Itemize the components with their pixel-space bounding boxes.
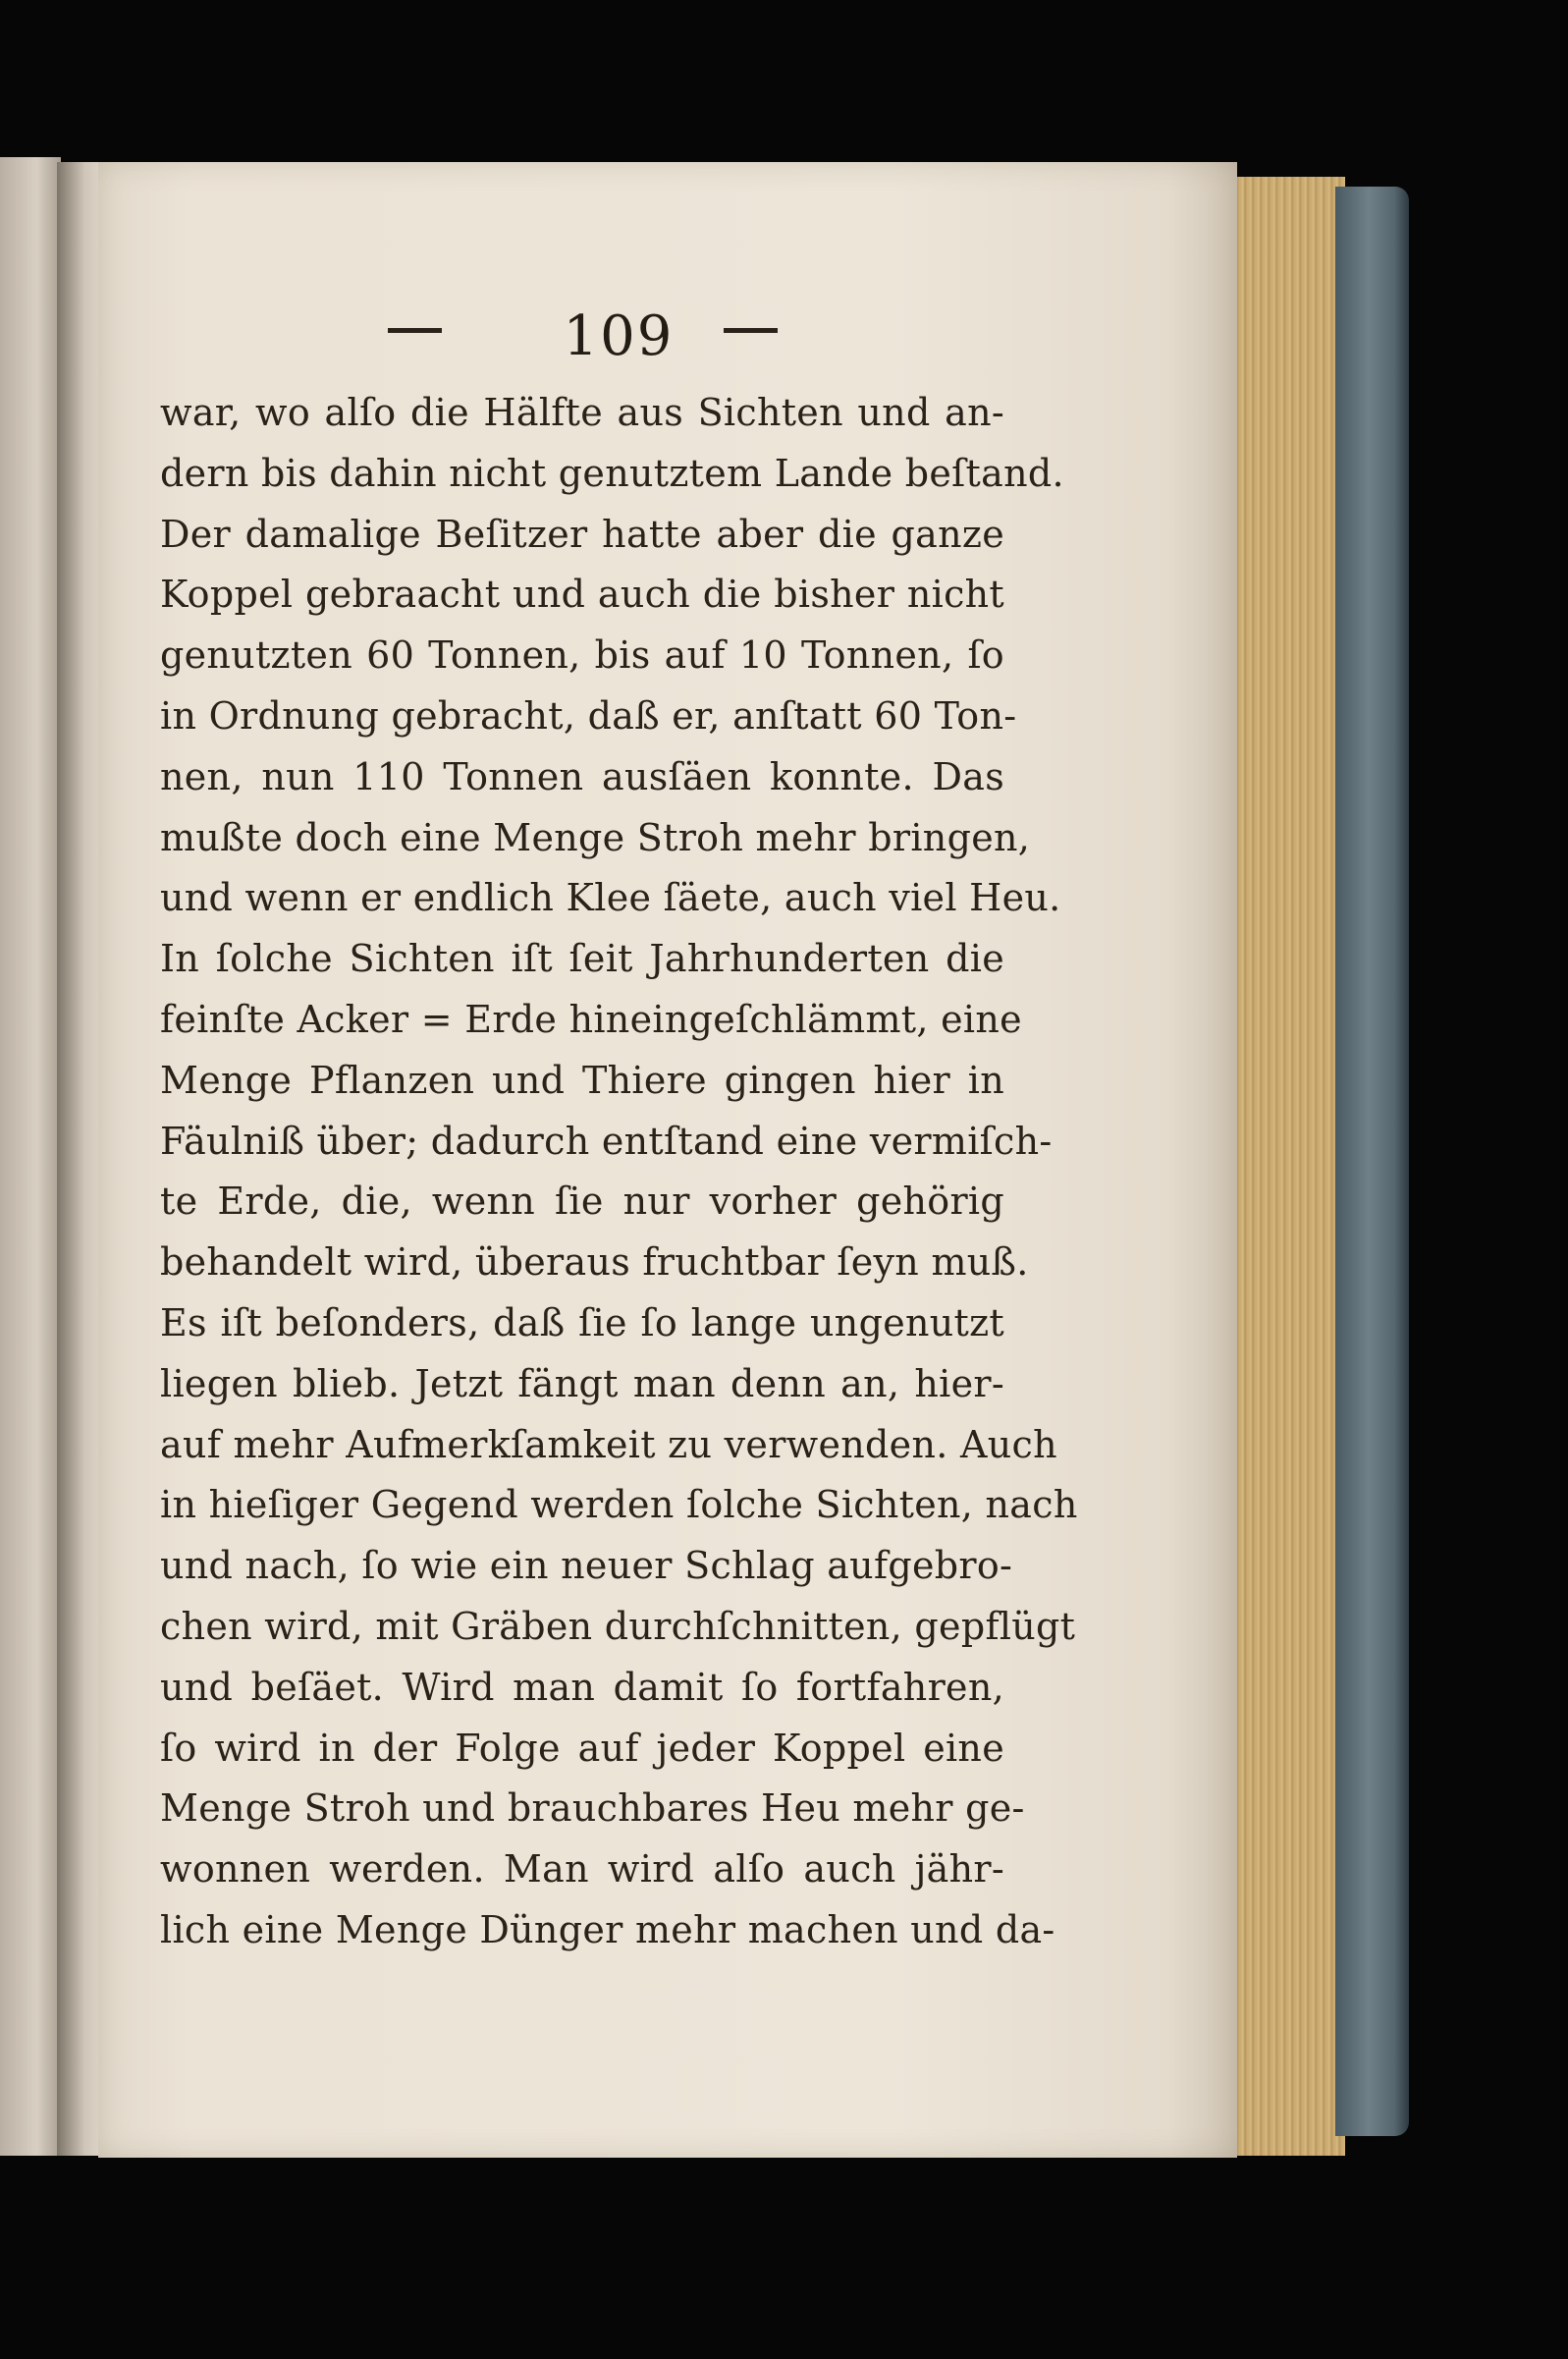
left-page-edge <box>0 157 61 2156</box>
text-line: Menge Pflanzen und Thiere gingen hier in <box>160 1058 1004 1102</box>
text-line: genutzten 60 Tonnen, bis auf 10 Tonnen, ſo <box>160 633 1004 678</box>
text-line: war, wo alſo die Hälfte aus Sichten und an- <box>160 391 1004 434</box>
text-line: Fäulniß über; dadurch entſtand eine vermiſch- <box>160 1119 1053 1163</box>
text-line: ſo wird in der Folge auf jeder Koppel eine <box>160 1726 1004 1770</box>
page-header <box>98 304 1237 368</box>
text-line: In ſolche Sichten iſt ſeit Jahrhunderten die <box>160 937 1004 981</box>
text-line: lich eine Menge Dünger mehr machen und da- <box>160 1907 1055 1951</box>
text-line: wonnen werden. Man wird alſo auch jähr- <box>160 1847 1004 1892</box>
text-line: nen, nun 110 Tonnen ausſäen konnte. Das <box>160 754 1004 798</box>
text-line: Koppel gebraacht und auch die bisher nicht <box>160 573 1004 617</box>
text-line: auf mehr Aufmerkſamkeit zu verwenden. Auch <box>160 1422 1057 1466</box>
text-line: in hieſiger Gegend werden ſolche Sichten, nach <box>160 1483 1078 1527</box>
text-line: behandelt wird, überaus fruchtbar ſeyn muß. <box>160 1240 1029 1285</box>
text-line: liegen blieb. Jetzt fängt man denn an, hier- <box>160 1361 1004 1405</box>
text-line: chen wird, mit Gräben durchſchnitten, gepflügt <box>160 1604 1076 1648</box>
text-line: Menge Stroh und brauchbares Heu mehr ge- <box>160 1786 1025 1831</box>
gilded-page-edges <box>1232 177 1345 2156</box>
text-line: Der damalige Beſitzer hatte aber die ganze <box>160 512 1004 556</box>
body-text <box>160 383 1078 1961</box>
header-dash-right <box>724 328 778 333</box>
text-line: feinſte Acker = Erde hineingeſchlämmt, eine <box>160 997 1022 1041</box>
text-line: in Ordnung gebracht, daß er, anſtatt 60 Ton- <box>160 693 1017 738</box>
text-line: te Erde, die, wenn ſie nur vorher gehörig <box>160 1180 1004 1224</box>
text-line: und nach, ſo wie ein neuer Schlag aufgebro- <box>160 1544 1013 1588</box>
page-number: 109 <box>563 304 675 368</box>
book-cover <box>1335 187 1409 2136</box>
header-dash-left <box>388 328 442 333</box>
text-line: Es iſt beſonders, daß ſie ſo lange ungenutzt <box>160 1300 1004 1344</box>
text-line: dern bis dahin nicht genutztem Lande beſtand. <box>160 451 1064 495</box>
text-line: mußte doch eine Menge Stroh mehr bringen, <box>160 815 1031 859</box>
text-line: und beſäet. Wird man damit ſo fortfahren, <box>160 1665 1004 1709</box>
text-line: und wenn er endlich Klee ſäete, auch viel Heu. <box>160 876 1061 920</box>
